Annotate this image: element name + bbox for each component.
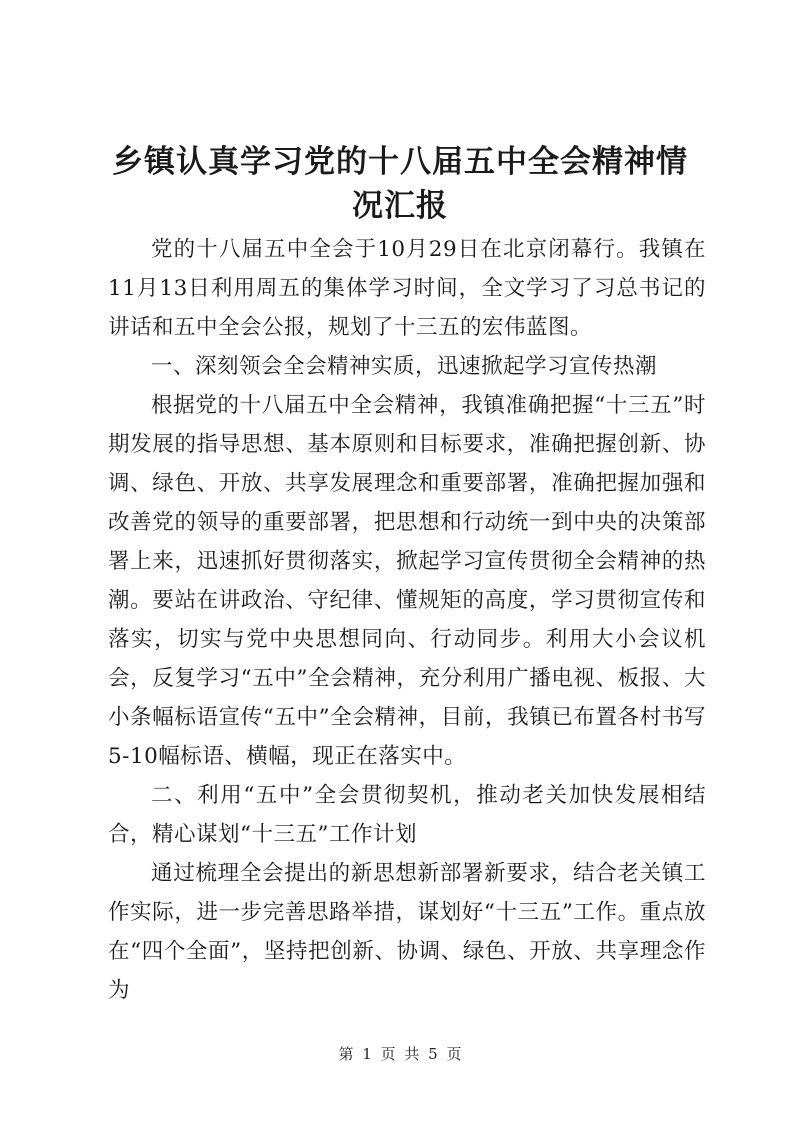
section-heading-2: 二、利用“五中”全会贯彻契机，推动老关加快发展相结合，精心谋划“十三五”工作计划: [108, 783, 706, 847]
paragraph-section-2: 通过梳理全会提出的新思想新部署新要求，结合老关镇工作实际，进一步完善思路举措，谋划好“十三五”工作。重点放在“四个全面”，坚持把创新、协调、绿色、开放、共享理念作为: [108, 861, 706, 1003]
document-body: [108, 230, 706, 1010]
page-number-footer: 第 1 页 共 5 页: [338, 1045, 462, 1063]
paragraph-intro: 党的十八届五中全会于10月29日在北京闭幕行。我镇在11月13日利用周五的集体学习时间，全文学习了习总书记的讲话和五中全会公报，规划了十三五的宏伟蓝图。: [108, 237, 706, 340]
section-heading-1: 一、深刻领会全会精神实质，迅速掀起学习宣传热潮: [151, 354, 658, 379]
document-title: 乡镇认真学习党的十八届五中全会精神情况汇报: [112, 144, 688, 224]
paragraph-section-1: 根据党的十八届五中全会精神，我镇准确把握“十三五”时期发展的指导思想、基本原则和目标要求，准确把握创新、协调、绿色、开放、共享发展理念和重要部署，准确把握加强和改善党的领导的重要部署，把思想和行动统一到中央的决策部署上来，迅速抓好贯彻落实，掀起学习宣传贯彻全会精神的热潮。要站在讲政治、守纪律、懂规矩的高度，学习贯彻宣传和落实，切实与党中央思想同向、行动同步。利用大小会议机会，反复学习“五中”全会精神，充分利用广播电视、板报、大小条幅标语宣传“五中”全会精神，目前，我镇已布置各村书写5-10幅标语、横幅，现正在落实中。: [108, 393, 706, 769]
